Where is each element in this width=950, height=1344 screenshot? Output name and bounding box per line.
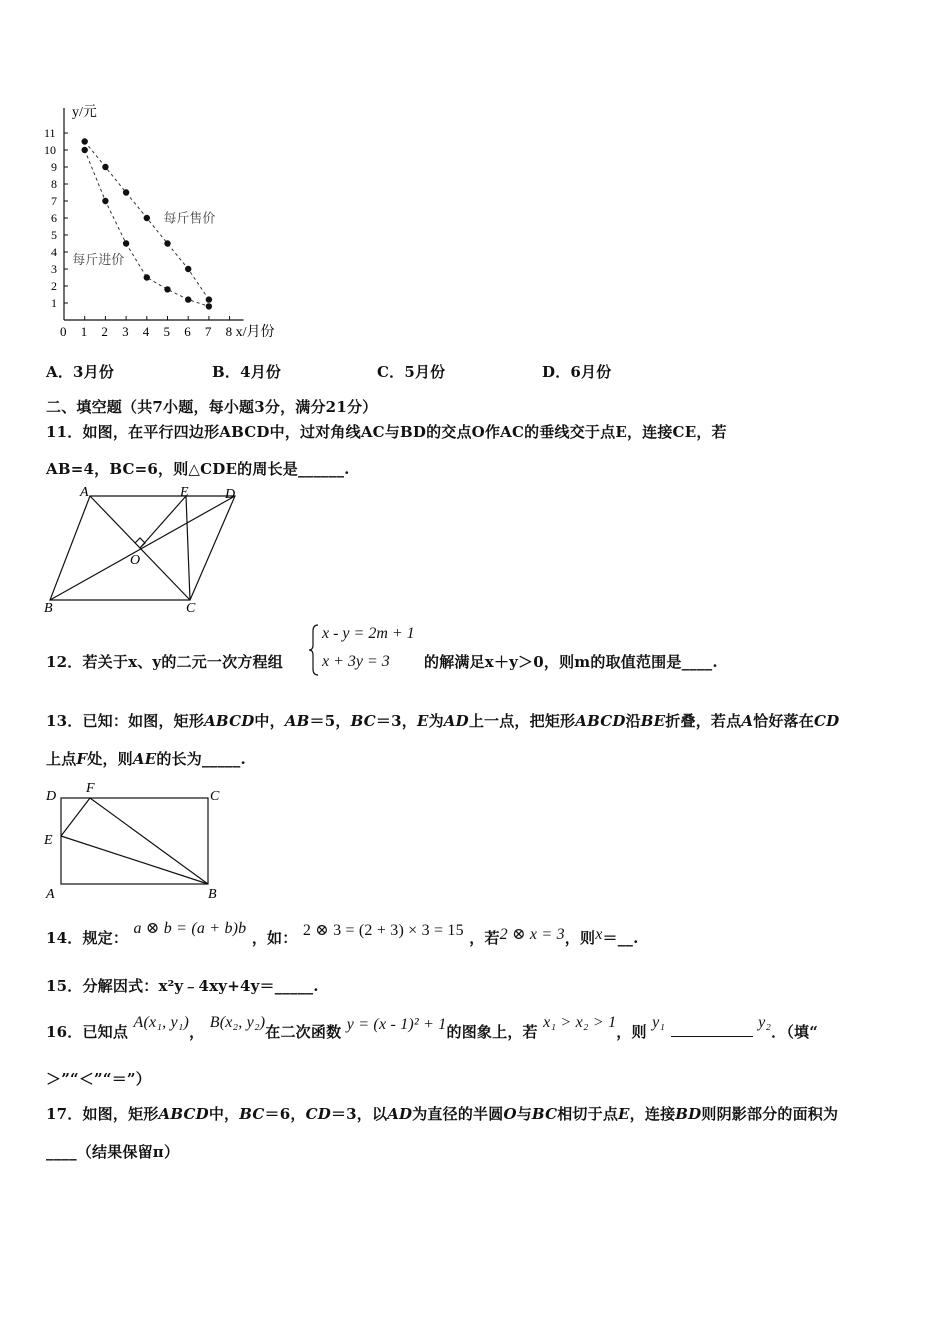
q16-text: ．（填“: [771, 1023, 819, 1041]
y-tick-label: 8: [51, 177, 57, 191]
q17-var: BC: [239, 1105, 265, 1123]
x-axis-label: x/月份: [235, 325, 275, 340]
equation-2: x + 3y = 3: [322, 653, 390, 670]
data-point: [144, 274, 150, 280]
data-point: [185, 266, 191, 272]
data-point: [82, 138, 88, 144]
q17-var: O: [503, 1105, 517, 1123]
right-angle-mark: [135, 538, 145, 548]
q14-var: x: [595, 926, 603, 943]
y-tick-label: 4: [51, 245, 57, 259]
q16-text: 在二次函数: [265, 1023, 342, 1041]
q16-point-b: B(x₂, y₂): [209, 1014, 266, 1031]
segment-ef: [61, 798, 90, 836]
q13-line2: [46, 748, 246, 769]
q13-var: A: [741, 712, 754, 730]
q13-var: F: [76, 750, 88, 768]
q13-text: 上点: [46, 750, 77, 768]
label-d: D: [225, 487, 236, 502]
fold-line-be: [61, 836, 208, 884]
q14-text: ，则: [564, 929, 596, 947]
q14-condition: 2 ⊗ x = 3: [499, 926, 565, 943]
x-tick-label: 3: [122, 324, 129, 339]
y-tick-label: 7: [51, 194, 57, 208]
q17-var: CD: [305, 1105, 331, 1123]
q12-pre: 12．若关于x、y的二元一次方程组: [46, 653, 283, 671]
section-title: 二、填空题（共7小题，每小题3分，满分21分）: [46, 398, 378, 416]
option-d[interactable]: D．6月份: [542, 363, 612, 381]
q17-text: ＝6，: [264, 1105, 306, 1123]
data-point: [102, 164, 108, 170]
q13-text: 13．已知：如图，矩形: [46, 712, 205, 730]
series-line-2: [85, 150, 209, 306]
q16-text: 16．已知点: [46, 1023, 129, 1041]
data-point: [206, 296, 212, 302]
q16-line1: [46, 1014, 819, 1042]
q13-var: AD: [443, 712, 469, 730]
data-point: [185, 296, 191, 302]
answer-blank[interactable]: [671, 1022, 753, 1037]
q13-var: ABCD: [575, 712, 626, 730]
q13-text: 处，则: [87, 750, 133, 768]
q14-line: [46, 920, 639, 948]
q16-text: 的图象上，若: [446, 1023, 538, 1041]
y-tick-label: 3: [51, 262, 57, 276]
y-axis-label: y/元: [72, 105, 97, 120]
q17-text: 为直径的半圆: [412, 1105, 504, 1123]
data-point: [102, 198, 108, 204]
q13-text: 恰好落在: [753, 712, 814, 730]
q16-line2: ＞”“＜”“＝”）: [46, 1070, 151, 1088]
y-tick-label: 2: [51, 279, 57, 293]
q13-var: CD: [813, 712, 840, 730]
price-chart: [36, 100, 306, 350]
perpendicular-oe: [140, 496, 186, 548]
q17-text: 与: [516, 1105, 532, 1123]
q17-text: 17．如图，矩形: [46, 1105, 159, 1123]
data-point: [164, 286, 170, 292]
label-b: B: [208, 887, 217, 902]
q17-var: BD: [675, 1105, 702, 1123]
q13-line1: [46, 710, 839, 731]
x-tick-label: 6: [184, 324, 191, 339]
q13-text: ＝3，: [375, 712, 417, 730]
y-tick-label: 10: [44, 143, 56, 157]
q14-text: ，若: [469, 929, 500, 947]
q16-point-a: A(x₁, y₁): [133, 1014, 190, 1031]
equation-system: [308, 623, 418, 679]
data-point: [206, 303, 212, 309]
segment-ce: [186, 496, 190, 600]
label-b: B: [44, 601, 53, 614]
equation-1: x - y = 2m + 1: [322, 625, 415, 642]
label-a: A: [80, 485, 89, 500]
y-tick-label: 6: [51, 211, 57, 225]
q17-line1: [46, 1103, 838, 1124]
x-tick-label: 1: [80, 324, 88, 339]
q16-y1: y₁: [652, 1014, 666, 1031]
q16-function: y = (x - 1)² + 1: [346, 1016, 447, 1033]
q17-var: BC: [531, 1105, 558, 1123]
label-o: O: [130, 553, 141, 568]
option-a[interactable]: A．3月份: [46, 363, 115, 381]
diagonal-bd: [50, 496, 235, 600]
q13-var: E: [416, 712, 429, 730]
q13-var: AB: [284, 712, 310, 730]
label-f: F: [86, 781, 95, 796]
q17-text: 相切于点: [557, 1105, 619, 1123]
q14-example: 2 ⊗ 3 = (2 + 3) × 3 = 15: [302, 922, 464, 939]
q14-text: 14．规定：: [46, 929, 129, 947]
q16-text: ，则: [616, 1023, 647, 1041]
q11-line1: 11．如图，在平行四边形ABCD中，过对角线AC与BD的交点O作AC的垂线交于点E，连接CE，若: [46, 423, 727, 441]
q11-line2: AB=4，BC=6，则△CDE的周长是______.: [46, 460, 350, 478]
left-brace-icon: [308, 623, 320, 677]
q17-text: ＝3，以: [330, 1105, 388, 1123]
data-point: [82, 147, 88, 153]
q14-text: ＝__.: [602, 929, 639, 947]
q13-var: BC: [350, 712, 376, 730]
q17-text: ，连接: [629, 1105, 676, 1123]
y-tick-label: 11: [44, 126, 56, 140]
q13-text: 的长为_____.: [156, 750, 246, 768]
y-tick-label: 9: [51, 160, 57, 174]
label-e: E: [180, 485, 189, 500]
q13-text: 上一点，把矩形: [468, 712, 576, 730]
q13-var: ABCD: [204, 712, 255, 730]
q17-line2: ____（结果保留π）: [46, 1143, 180, 1161]
data-point: [123, 189, 129, 195]
q13-figure: [40, 778, 230, 902]
label-c: C: [210, 789, 220, 804]
y-tick-label: 5: [51, 228, 57, 242]
annotation-buy: 每斤进价: [72, 251, 125, 267]
x-tick-label: 2: [101, 324, 108, 339]
label-d: D: [46, 789, 57, 804]
q12-post: 的解满足x＋y＞0，则m的取值范围是____.: [424, 653, 718, 671]
x-tick-label: 4: [142, 324, 150, 339]
q17-text: 中，: [208, 1105, 240, 1123]
q17-var: E: [618, 1105, 630, 1123]
q15-line: 15．分解因式：x²y﹣4xy+4y＝_____.: [46, 977, 319, 995]
x-tick-label: 7: [204, 324, 212, 339]
label-a: A: [46, 887, 55, 902]
q13-text: 折叠，若点: [665, 712, 742, 730]
q17-text: 则阴影部分的面积为: [701, 1105, 839, 1123]
x-tick-label: 0: [60, 324, 67, 339]
data-point: [144, 215, 150, 221]
q11-figure: [40, 484, 245, 614]
q14-definition: a ⊗ b = (a + b)b: [133, 920, 247, 937]
q16-y2: y₂: [758, 1014, 772, 1031]
data-point: [123, 240, 129, 246]
q16-condition: x₁ > x₂ > 1: [543, 1014, 617, 1031]
x-tick-label: 8: [225, 324, 233, 339]
q13-text: 中，: [254, 712, 285, 730]
q13-text: ＝5，: [309, 712, 351, 730]
q16-text: ，: [189, 1023, 205, 1041]
q13-var: AE: [132, 750, 157, 768]
q17-var: AD: [387, 1105, 413, 1123]
label-c: C: [186, 601, 196, 614]
y-tick-label: 1: [51, 296, 57, 310]
segment-fb: [90, 798, 208, 884]
q13-text: 沿: [625, 712, 641, 730]
x-tick-label: 5: [163, 324, 170, 339]
option-c[interactable]: C．5月份: [377, 363, 446, 381]
rectangle-abcd: [61, 798, 208, 884]
q13-var: BE: [640, 712, 666, 730]
q14-text: ，如：: [251, 929, 298, 947]
option-b[interactable]: B．4月份: [212, 363, 282, 381]
data-point: [164, 240, 170, 246]
annotation-sell: 每斤售价: [163, 210, 216, 226]
q13-text: 为: [428, 712, 444, 730]
q17-var: ABCD: [158, 1105, 209, 1123]
label-e: E: [44, 833, 53, 848]
